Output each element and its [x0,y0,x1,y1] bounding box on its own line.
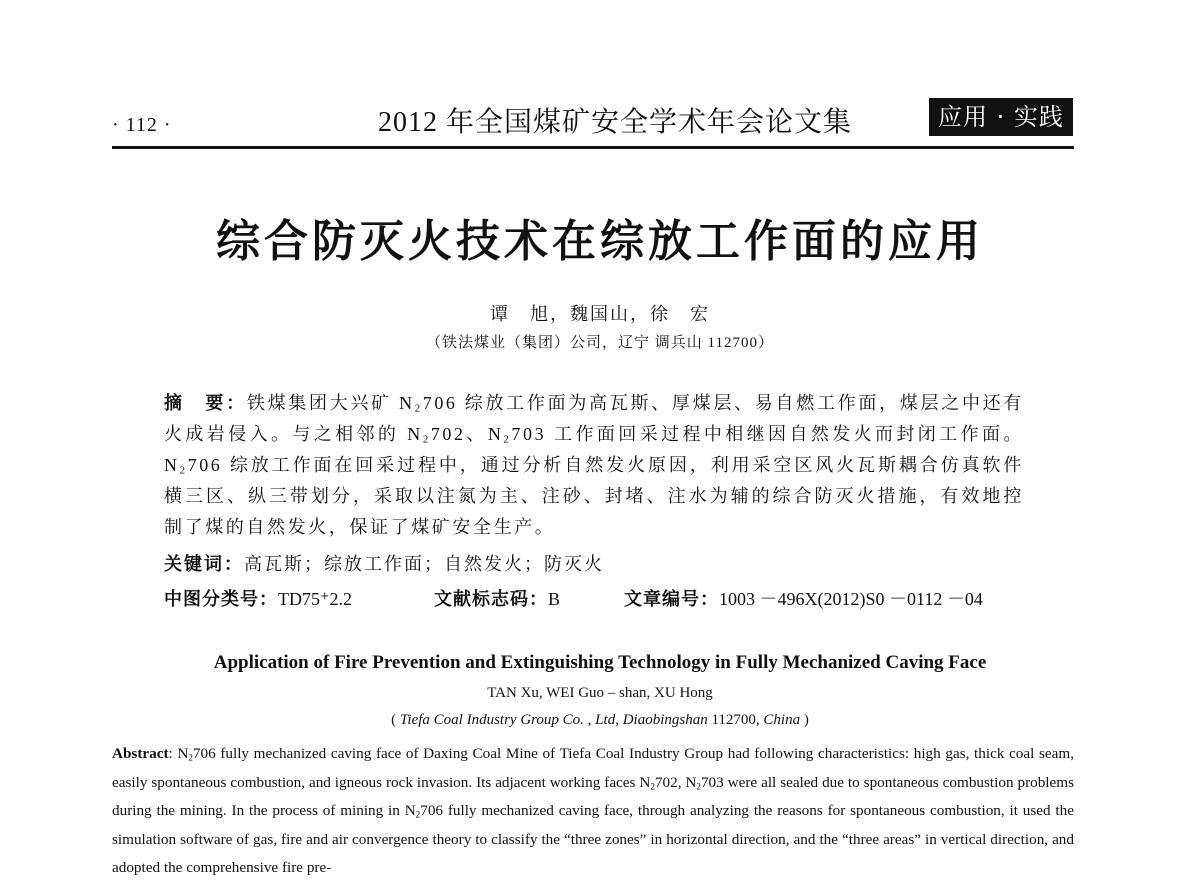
affiliation-city: Diaobingshan [622,712,708,728]
abstract-cn-text: 702、N [430,424,504,444]
clc-number [164,585,352,611]
abstract-cn-text: 706 综放工作面为高瓦斯、厚煤层、易自燃工作面，煤层之中还有火成岩侵入。与之相邻的 N [164,393,1024,444]
keywords-label: 关键词： [164,554,244,575]
affiliation-en [0,712,1200,729]
clc-label: 中图分类号： [164,589,278,610]
abstract-cn-label: 摘 要： [164,393,247,414]
authors-en: TAN Xu, WEI Guo – shan, XU Hong [487,685,713,701]
abstract-en-text: N [177,745,189,762]
abstract-en-text: 702, N [654,773,697,791]
abstract-en-text: 706 fully mechanized caving face, through analyzing the reasons for spontaneous combustion, it used the simulation software of gas, fire and air convergence theory to classify the “three zones” in horizontal direction, and the “three areas” in vertical direction, and adopted the comprehensive fire pre- [112,802,1074,876]
abstract-en-text: 706 fully mechanized caving face of Daxing Coal Mine of Tiefa Coal Industry Group had following characteristics: high gas, thick coal seam, easily spontaneous combustion, and igneous rock invasion. Its adjacent working faces N [112,745,1074,791]
paper-title-cn: 综合防灭火技术在综放工作面的应用 [216,216,984,267]
abstract-cn-text: 706 综放工作面在回采过程中，通过分析自然发火原因，利用采空区风火瓦斯耦合仿真软件横三区、纵三带划分，采取以注氮为主、注砂、封堵、注水为辅的综合防灭火措施，有效地控制了煤的自然发火，保证了煤矿安全生产。 [164,455,1024,537]
abstract-cn [164,388,1024,543]
paper-title-en: Application of Fire Prevention and Extinguishing Technology in Fully Mechanized Caving Face [213,652,987,673]
subscript: 2 [415,809,421,820]
article-no-value: 1003 －496X(2012)S0 －0112 －04 [719,589,983,609]
subscript: 2 [422,433,431,446]
section-badge: 应用 · 实践 [929,98,1073,136]
subscript: 2 [414,402,423,415]
subscript: 2 [650,780,655,791]
article-no-label: 文章编号： [624,589,719,610]
authors-cn: 谭 旭，魏国山，徐 宏 [490,304,710,324]
abstract-cn-text: 703 工作面回采过程中相继因自然发火而封闭工作面。N [164,424,1024,475]
subscript: 2 [179,464,188,477]
abstract-cn-text: 铁煤集团大兴矿 N [246,393,415,413]
subscript: 2 [503,433,512,446]
clc-value: TD75⁺2.2 [278,589,352,609]
affiliation-zip: 112700 [707,712,756,728]
doc-code-value: B [548,589,561,609]
doc-code-label: 文献标志码： [434,589,548,610]
subscript: 2 [188,752,193,763]
affiliation-country: China [763,712,801,728]
affiliation-org: Tiefa Coal Industry Group Co. , Ltd [399,712,616,728]
article-number [624,585,983,611]
colon: : [168,745,178,762]
document-code [434,585,560,611]
subscript: 2 [696,780,701,791]
keywords-cn [164,550,604,576]
header-rule [112,146,1074,149]
paren: ( [391,712,400,728]
abstract-en-label: Abstract [112,745,169,762]
running-title: 2012 年全国煤矿安全学术年会论文集 [378,107,853,138]
page-number: · 112 · [112,114,172,136]
paren: ) [800,712,809,728]
affiliation-cn: （铁法煤业（集团）公司，辽宁 调兵山 112700） [426,335,774,351]
abstract-en [112,740,1074,883]
abstract-en-text: 703 were all sealed due to spontaneous combustion problems during the mining. In the process of mining in N [112,773,1074,819]
separator: , [755,712,764,728]
separator: , [615,712,623,728]
keywords-value: 高瓦斯；综放工作面；自然发火；防灭火 [244,554,604,574]
